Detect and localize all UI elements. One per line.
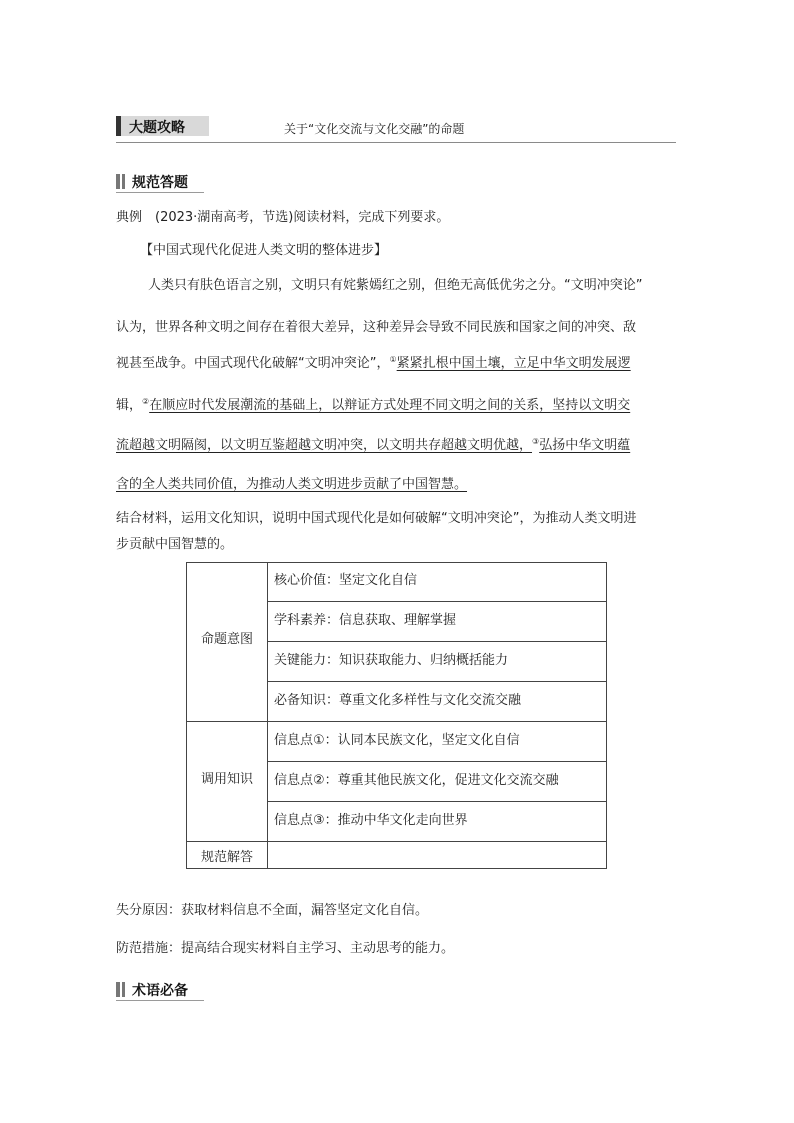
heading-underline <box>116 192 204 193</box>
header-topic: 关于“文化交流与文化交融”的命题 <box>284 122 465 136</box>
header-tag-label: 大题攻略 <box>129 120 185 136</box>
page-header <box>116 116 676 143</box>
material-line-1: 人类只有肤色语言之别，文明只有姹紫嫣红之别，但绝无高低优劣之分。“文明冲突论” <box>148 278 643 293</box>
intent-row: 必备知识：尊重文化多样性与文化交流交融 <box>274 693 522 708</box>
knowledge-row: 信息点③：推动中华文化走向世界 <box>274 813 468 828</box>
loss-reason: 失分原因：获取材料信息不全面，漏答坚定文化自信。 <box>116 903 429 918</box>
material-line-6 <box>116 473 467 492</box>
header-tag <box>116 116 209 136</box>
heading-bar-icon <box>122 174 125 189</box>
intent-row: 关键能力：知识获取能力、归纳概括能力 <box>274 653 509 668</box>
marker-1: ① <box>389 355 397 364</box>
section-title: 规范答题 <box>132 175 188 191</box>
marker-3: ③ <box>532 437 540 446</box>
question-line-2: 步贡献中国智慧的。 <box>116 537 234 552</box>
section-title: 术语必备 <box>132 983 188 999</box>
material-underlined: 在顺应时代发展潮流的基础上，以辩证方式处理不同文明之间的关系，坚持以文明交 <box>149 398 631 413</box>
intent-row: 核心价值：坚定文化自信 <box>274 573 418 588</box>
material-line-5 <box>116 434 630 453</box>
knowledge-row: 信息点①：认同本民族文化，坚定文化自信 <box>274 733 520 748</box>
heading-bar-icon <box>116 174 120 189</box>
prevention-measure: 防范措施：提高结合现实材料自主学习、主动思考的能力。 <box>116 941 455 956</box>
knowledge-row: 信息点②：尊重其他民族文化，促进文化交流交融 <box>274 773 559 788</box>
example-intro: 典例 (2023·湖南高考，节选)阅读材料，完成下列要求。 <box>116 210 450 225</box>
material-text: 视甚至战争。中国式现代化破解“文明冲突论”， <box>116 356 390 371</box>
material-text: 辑， <box>116 398 143 413</box>
material-title: 【中国式现代化促进人类文明的整体进步】 <box>140 243 388 258</box>
answer-label: 规范解答 <box>200 850 253 865</box>
heading-bar-icon <box>116 982 120 997</box>
material-underlined: 弘扬中华文明蕴 <box>539 438 631 453</box>
marker-2: ② <box>142 397 150 406</box>
intent-label: 命题意图 <box>200 632 253 647</box>
material-underlined: 紧紧扎根中国土壤，立足中华文明发展逻 <box>396 356 631 371</box>
material-line-4 <box>116 394 630 413</box>
material-line-2: 认为，世界各种文明之间存在着很大差异，这种差异会导致不同民族和国家之间的冲突、敌 <box>116 320 637 335</box>
material-line-3 <box>116 352 631 371</box>
material-underlined: 含的全人类共同价值，为推动人类文明进步贡献了中国智慧。 <box>116 477 468 492</box>
analysis-table <box>186 562 607 869</box>
section-heading-terms <box>116 980 204 1001</box>
knowledge-label: 调用知识 <box>200 772 253 787</box>
heading-bar-icon <box>122 982 125 997</box>
material-underlined: 流超越文明隔阂，以文明互鉴超越文明冲突，以文明共存超越文明优越， <box>116 438 533 453</box>
question-line-1: 结合材料，运用文化知识，说明中国式现代化是如何破解“文明冲突论”，为推动人类文明进 <box>116 511 637 526</box>
section-heading-answer-norms <box>116 172 204 193</box>
heading-underline <box>116 1000 204 1001</box>
intent-row: 学科素养：信息获取、理解掌握 <box>274 613 457 628</box>
